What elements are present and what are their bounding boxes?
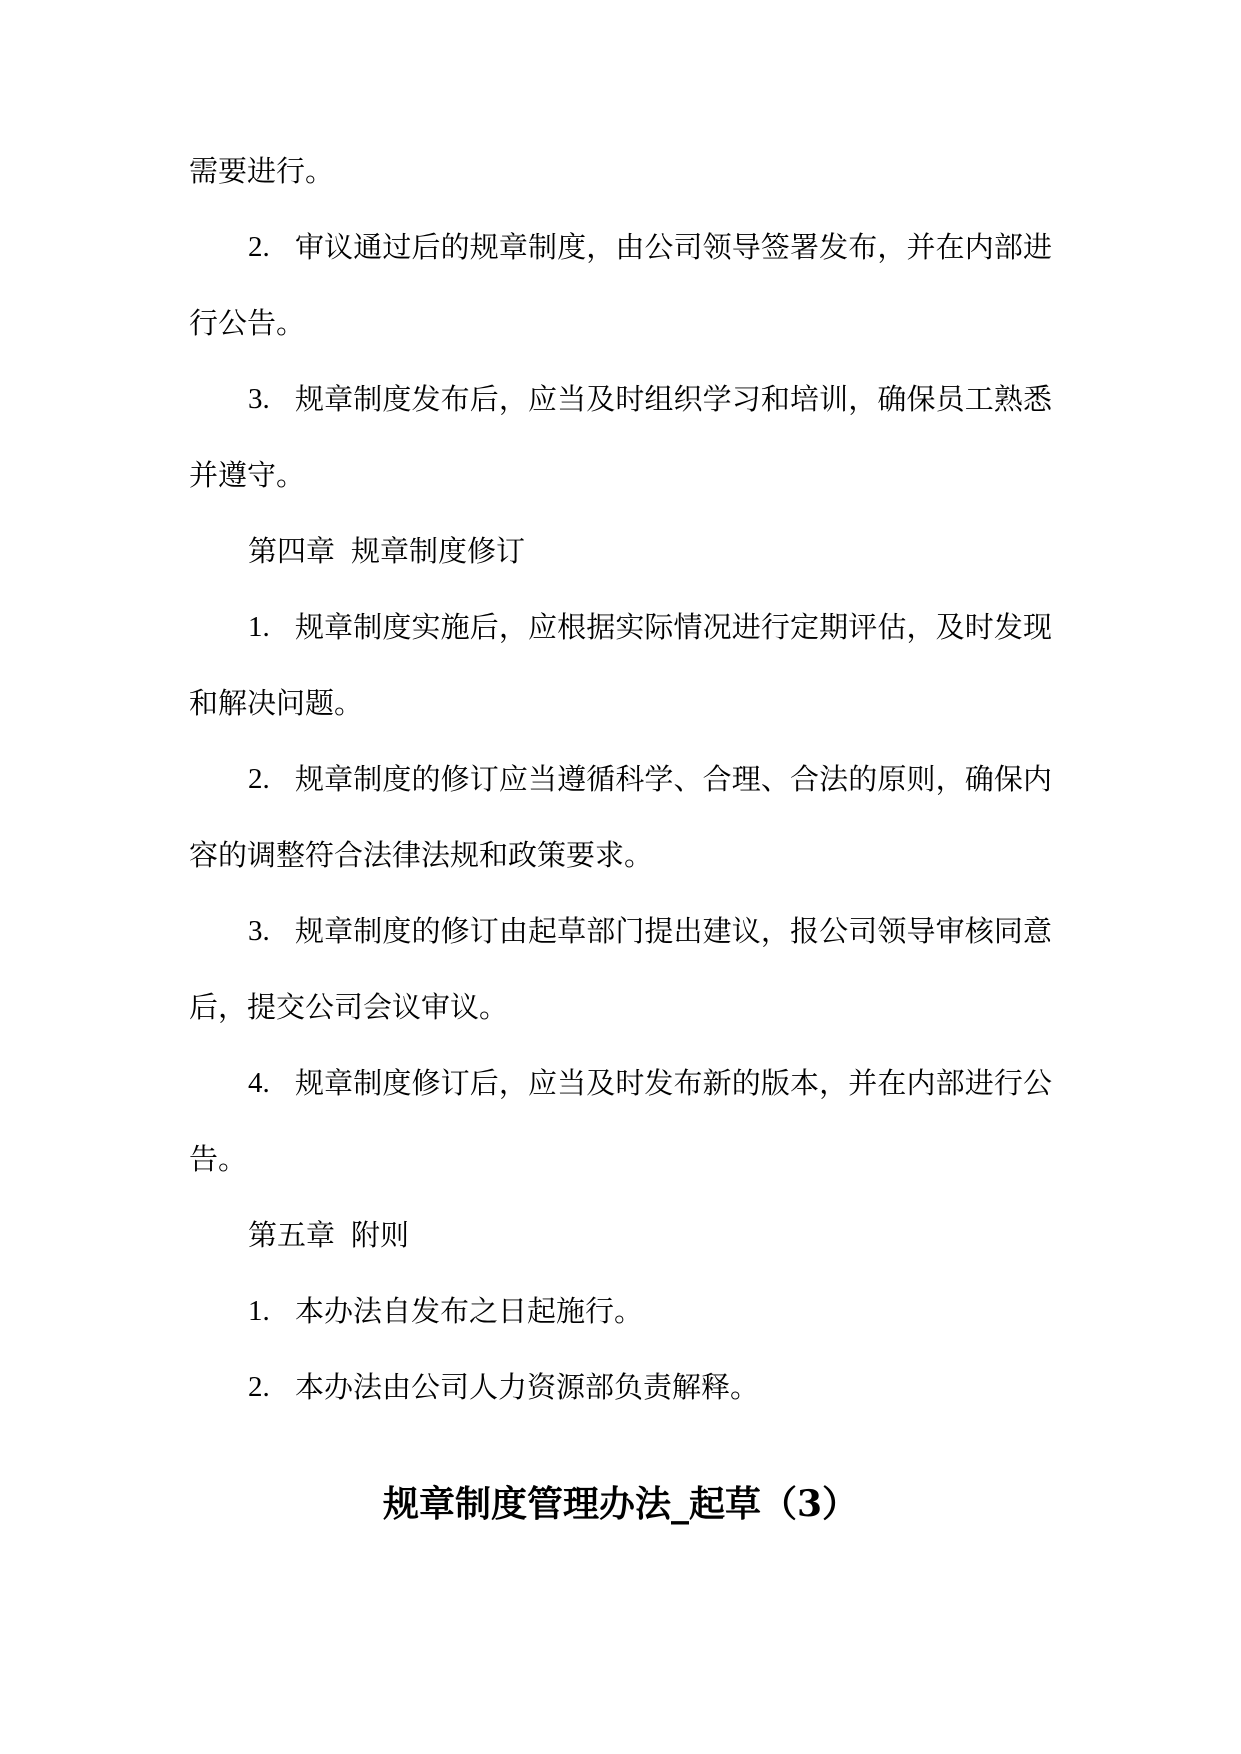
document-body <box>189 133 1052 1425</box>
list-number: 1. <box>248 1295 270 1327</box>
list-number: 2. <box>248 763 270 795</box>
chapter-title: 附则 <box>351 1218 410 1252</box>
list-text: 本办法自发布之日起施行。 <box>295 1294 644 1328</box>
chapter-label: 第五章 <box>248 1218 336 1252</box>
list-text: 审议通过后的规章制度，由公司领导签署发布，并在内部进 <box>295 230 1052 264</box>
list-item <box>189 1273 1052 1349</box>
list-text: 规章制度实施后，应根据实际情况进行定期评估，及时发现 <box>295 610 1052 644</box>
list-item <box>189 589 1052 665</box>
list-text: 容的调整符合法律法规和政策要求。 <box>189 838 654 872</box>
list-number: 3. <box>248 915 270 947</box>
list-item <box>189 1349 1052 1425</box>
list-item-continuation <box>189 969 1052 1045</box>
list-item-continuation <box>189 437 1052 513</box>
list-text: 后，提交公司会议审议。 <box>189 990 509 1024</box>
list-text: 和解决问题。 <box>189 686 364 720</box>
list-text: 规章制度修订后，应当及时发布新的版本，并在内部进行公 <box>295 1066 1052 1100</box>
chapter-label: 第四章 <box>248 534 336 568</box>
paragraph-continuation-line <box>189 133 1052 209</box>
list-item <box>189 1045 1052 1121</box>
list-text: 规章制度的修订应当遵循科学、合理、合法的原则，确保内 <box>295 762 1052 796</box>
list-item <box>189 209 1052 285</box>
list-item <box>189 741 1052 817</box>
chapter-heading <box>189 1197 1052 1273</box>
list-item <box>189 361 1052 437</box>
list-number: 2. <box>248 231 270 263</box>
paragraph-text: 需要进行。 <box>189 154 335 188</box>
list-text: 并遵守。 <box>189 458 306 492</box>
list-item-continuation <box>189 285 1052 361</box>
chapter-title: 规章制度修订 <box>351 534 526 568</box>
list-number: 4. <box>248 1067 270 1099</box>
list-number: 2. <box>248 1371 270 1403</box>
list-item-continuation <box>189 665 1052 741</box>
list-number: 1. <box>248 611 270 643</box>
list-text: 行公告。 <box>189 306 306 340</box>
section-title: 规章制度管理办法_起草（3） <box>382 1483 859 1525</box>
list-text: 规章制度发布后，应当及时组织学习和培训，确保员工熟悉 <box>295 382 1052 416</box>
list-number: 3. <box>248 383 270 415</box>
list-item-continuation <box>189 1121 1052 1197</box>
list-item <box>189 893 1052 969</box>
list-text: 告。 <box>189 1142 248 1176</box>
list-text: 本办法由公司人力资源部负责解释。 <box>295 1370 760 1404</box>
list-item-continuation <box>189 817 1052 893</box>
chapter-heading <box>189 513 1052 589</box>
list-text: 规章制度的修订由起草部门提出建议，报公司领导审核同意 <box>295 914 1052 948</box>
